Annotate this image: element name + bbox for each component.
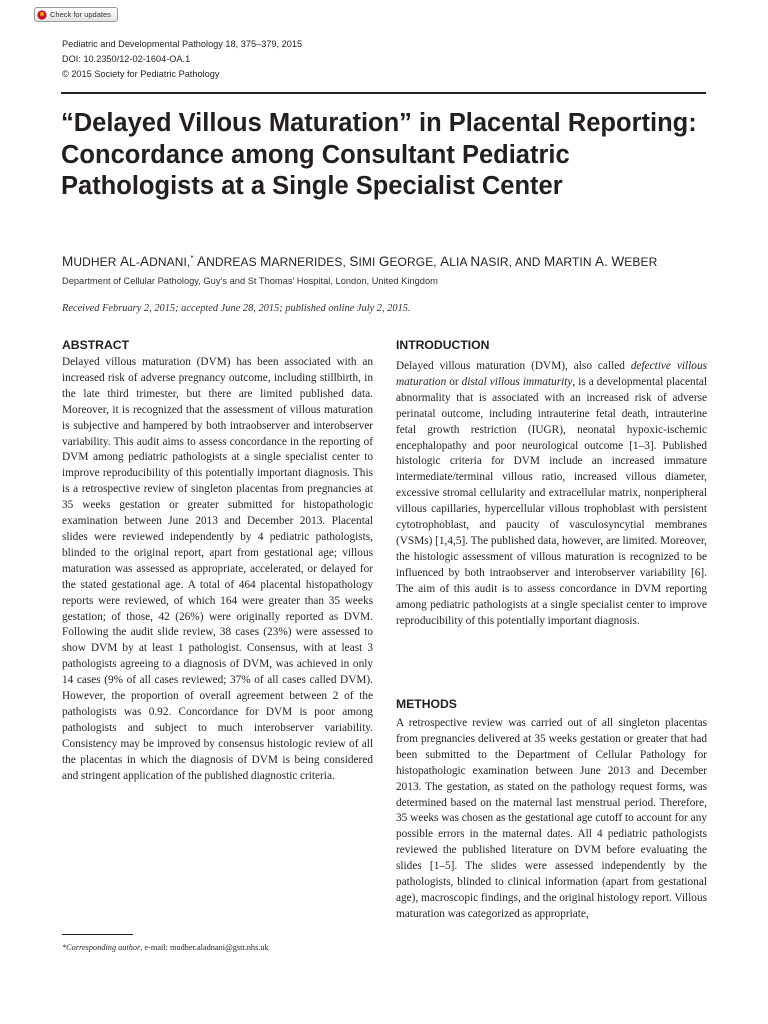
intro-term-defective: defective villous maturation: [396, 360, 708, 388]
methods-heading: METHODS: [396, 697, 457, 711]
author-5: MARTIN A. WEBER: [543, 254, 658, 269]
author-2: ANDREAS MARNERIDES: [197, 254, 343, 269]
check-for-updates-button[interactable]: [34, 7, 118, 22]
author-and: AND: [514, 255, 541, 269]
journal-citation: Pediatric and Developmental Pathology 18, 375–379, 2015: [62, 39, 303, 49]
journal-header: [62, 37, 302, 82]
author-1: MUDHER AL-ADNANI: [62, 254, 187, 269]
footnote-rule: [62, 934, 133, 935]
methods-text: A retrospective review was carried out of all singleton placentas from pregnancies delivered at 35 weeks gestation or greater that had been submitted to the Department of Cellular Pathology for histopathologic examination between June 2013 and December 2013. The gestation, as stated on the pathology request forms, was determined based on the maternal last menstrual period. Therefore, 35 weeks was chosen as the gestational age cutoff to account for any possible errors in the maternal dates. All 4 pediatric pathologists reviewed the published literature on DVM before evaluating the slides [1–5]. The slides were assessed independently by the pathologists, blinded to clinical information (apart from gestational age), macroscopic findings, and the original histology report. Villous maturation was categorized as appropriate,: [396, 717, 707, 920]
introduction-text: Delayed villous maturation (DVM), also called defective villous maturation or distal villous immaturity, is a developmental placental abnormality that is associated with an increased risk of adverse perinatal outcome, including intrauterine fetal death, intrauterine fetal growth restriction (IUGR), neonatal hypoxic-ischemic encephalopathy and poor neurological outcome [1–3]. Published histologic criteria for DVM include an increased immature intermediate/terminal villous ratio, increased villous diameter, excessive stromal cellularity and extracellular matrix, nonperipheral villous capillaries, hypercellular villous trophoblast with persistent cytotrophoblast, and paucity of vasculosyncytial membranes (VSMs) [1,4,5]. The published data, however, are limited. Moreover, the histologic assessment of villous maturation is recognized to be influenced by both intraobserver and interobserver variability [6]. The aim of this audit is to assess concordance in DVM reporting among pediatric pathologists at a single specialist center to improve reproducibility of this potentially important diagnosis.: [396, 360, 708, 627]
author-list: MUDHER AL-ADNANI,* ANDREAS MARNERIDES, SIMI GEORGE, ALIA NASIR, AND MARTIN A. WEBER: [62, 254, 658, 269]
abstract-text: Delayed villous maturation (DVM) has been associated with an increased risk of adverse pregnancy outcome, including stillbirth, in the late third trimester, but there are limited published data. Moreover, it is recognized that the assessment of villous maturation is subjective and hampered by both intraobserver and interobserver variability. This audit aims to assess concordance in the reporting of DVM among pediatric pathologists at a single specialist center to improve reproducibility of this potentially important diagnosis. This is a retrospective review of singleton placentas from pregnancies at 35 weeks gestation or greater submitted for histopathologic examination between June 2013 and December 2013. Placental slides were reviewed independently by 4 pediatric pathologists, blinded to the original report, apart from gestational age; villous maturation was assessed as appropriate, accelerated, or delayed for the stated gestational age. A total of 464 placental histopathology reports were reviewed, of which 164 were greater than 35 weeks gestation; of those, 42 (26%) were originally reported as DVM. Following the audit slide review, 38 cases (23%) were assessed to show DVM by at least 1 pathologist. Consensus, with at least 3 pathologists agreeing to a diagnosis of DVM, was achieved in only 14 cases (9% of all cases reviewed; 37% of all cases called DVM). However, the proportion of overall agreement between 2 of the pathologists was 0.92. Concordance for DVM is poor among pathologists and subject to much interobserver variability. Consistency may be improved by consensus histologic review of all the placentas in which the diagnosis of DVM is being considered and stringent application of the published diagnostic criteria.: [62, 356, 373, 782]
introduction-heading: INTRODUCTION: [396, 338, 490, 352]
corresponding-author-mark: *: [190, 254, 194, 263]
header-rule: [61, 92, 706, 94]
abstract-heading: ABSTRACT: [62, 338, 130, 352]
author-3: SIMI GEORGE: [349, 254, 434, 269]
intro-term-distal: distal villous immaturity: [461, 375, 573, 388]
publication-dates: Received February 2, 2015; accepted June 28, 2015; published online July 2, 2015.: [62, 303, 411, 314]
article-title: “Delayed Villous Maturation” in Placental Reporting: Concordance among Consultant Pediatric Pathologists at a Single Specialist Center: [61, 109, 697, 200]
check-for-updates-icon: [37, 10, 47, 20]
footnote-label: *Corresponding author: [62, 943, 141, 952]
journal-copyright: © 2015 Society for Pediatric Pathology: [62, 69, 220, 79]
check-for-updates-label: Check for updates: [50, 10, 111, 19]
journal-doi: DOI: 10.2350/12-02-1604-OA.1: [62, 54, 191, 64]
author-4: ALIA NASIR: [440, 254, 509, 269]
footnote-email: , e-mail: mudher.aladnani@gstt.nhs.uk: [140, 943, 269, 952]
footnote: [62, 943, 269, 952]
affiliation: Department of Cellular Pathology, Guy’s and St Thomas’ Hospital, London, United Kingdom: [62, 276, 438, 286]
